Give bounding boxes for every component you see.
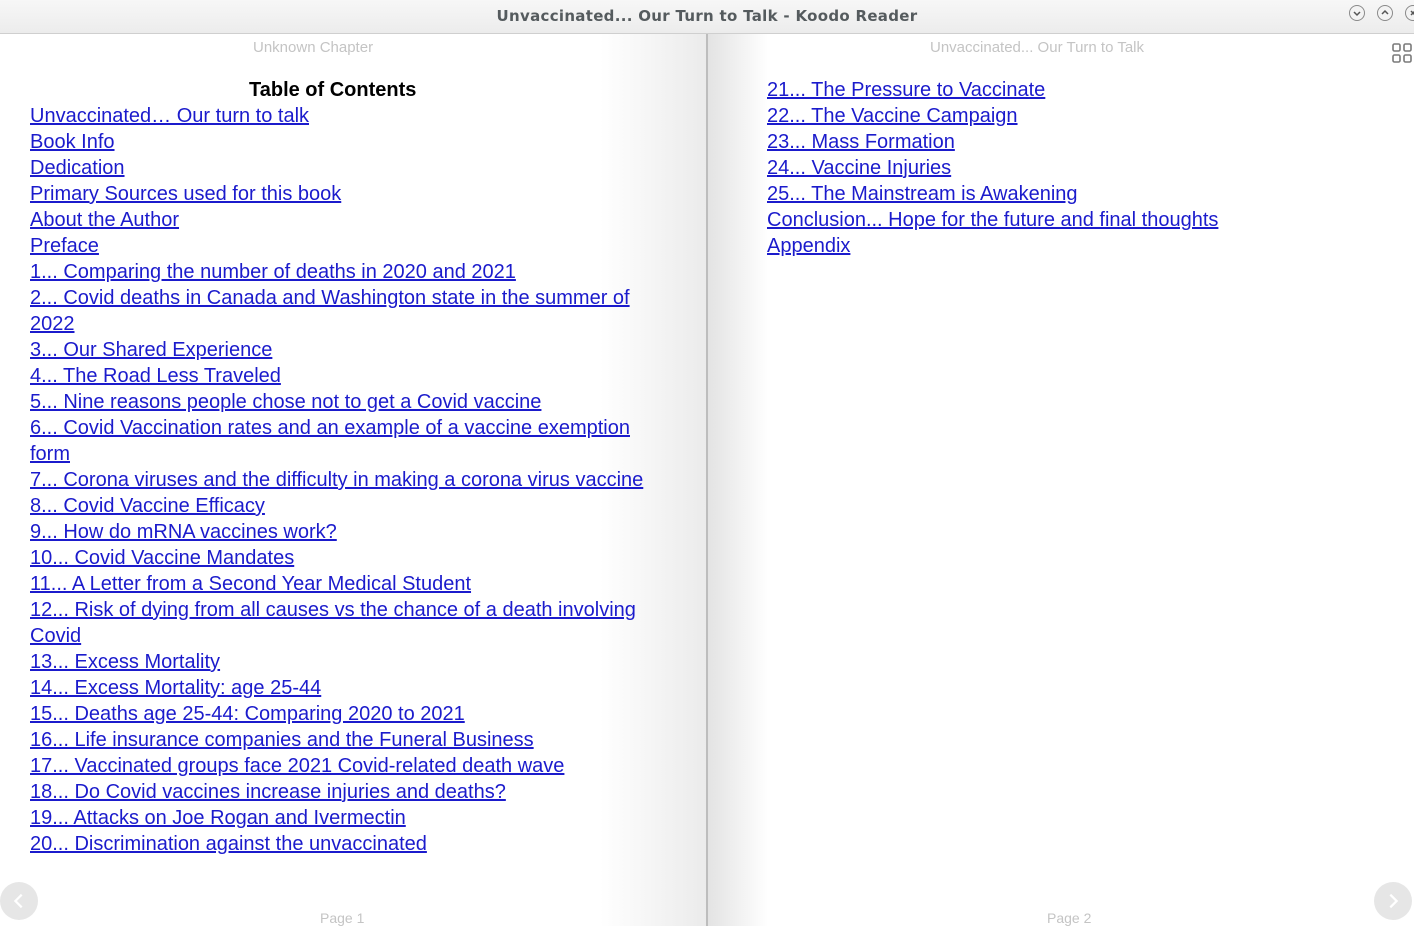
toc-link[interactable]: 23... Mass Formation	[767, 131, 955, 153]
toc-item	[30, 259, 650, 285]
toc-link[interactable]: 9... How do mRNA vaccines work?	[30, 521, 337, 543]
toc-link[interactable]: 3... Our Shared Experience	[30, 339, 273, 361]
running-head-left: Unknown Chapter	[253, 39, 374, 56]
toc-item	[767, 103, 1387, 129]
toc-item	[30, 285, 650, 337]
toc-link[interactable]: 10... Covid Vaccine Mandates	[30, 547, 295, 569]
toc-item	[30, 727, 650, 753]
right-page	[708, 34, 1414, 926]
toc-link[interactable]: 8... Covid Vaccine Efficacy	[30, 495, 265, 517]
toc-link[interactable]: 21... The Pressure to Vaccinate	[767, 79, 1046, 101]
running-head-right: Unvaccinated... Our Turn to Talk	[930, 39, 1144, 56]
toc-item	[30, 337, 650, 363]
page-number-left: Page 1	[320, 910, 365, 926]
next-page-button[interactable]	[1374, 882, 1412, 920]
window-title: Unvaccinated... Our Turn to Talk - Koodo Reader	[496, 7, 918, 25]
toc-link[interactable]: About the Author	[30, 209, 180, 231]
toc-item	[767, 129, 1387, 155]
toc-link[interactable]: 2... Covid deaths in Canada and Washington state in the summer of 2022	[30, 287, 630, 335]
prev-page-button[interactable]	[0, 882, 38, 920]
toc-link[interactable]: Unvaccinated… Our turn to talk	[30, 105, 310, 127]
toc-link[interactable]: 7... Corona viruses and the difficulty in making a corona virus vaccine	[30, 469, 644, 491]
toc-link[interactable]: 24... Vaccine Injuries	[767, 157, 952, 179]
chevron-left-icon	[10, 892, 28, 910]
toc-link[interactable]: 17... Vaccinated groups face 2021 Covid-related death wave	[30, 755, 565, 777]
toc-item	[30, 493, 650, 519]
toc-link[interactable]: 5... Nine reasons people chose not to get a Covid vaccine	[30, 391, 542, 413]
toc-heading: Table of Contents	[249, 79, 417, 101]
toc-link[interactable]: 1... Comparing the number of deaths in 2020 and 2021	[30, 261, 516, 283]
toc-link[interactable]: 12... Risk of dying from all causes vs the chance of a death involving Covid	[30, 599, 636, 647]
toc-item	[30, 181, 650, 207]
toc-item	[30, 675, 650, 701]
toc-item	[30, 103, 650, 129]
toc-item	[30, 363, 650, 389]
toc-link[interactable]: Dedication	[30, 157, 125, 179]
toc-item	[30, 701, 650, 727]
toc-link[interactable]: 14... Excess Mortality: age 25-44	[30, 677, 322, 699]
grid-icon[interactable]	[1392, 43, 1412, 63]
maximize-icon	[1380, 8, 1390, 18]
toc-link[interactable]: 11... A Letter from a Second Year Medical Student	[30, 573, 472, 595]
toc-item	[767, 77, 1387, 103]
toc-item	[30, 831, 650, 857]
toc-link[interactable]: 4... The Road Less Traveled	[30, 365, 281, 387]
toc-item	[30, 519, 650, 545]
toc-link[interactable]: 18... Do Covid vaccines increase injuries and deaths?	[30, 781, 506, 803]
chevron-right-icon	[1384, 892, 1402, 910]
toc-item	[30, 129, 650, 155]
toc-link[interactable]: Preface	[30, 235, 99, 257]
toc-item	[767, 155, 1387, 181]
toc-link[interactable]: 20... Discrimination against the unvaccinated	[30, 833, 427, 855]
toc-item	[30, 233, 650, 259]
toc-item	[30, 753, 650, 779]
close-button[interactable]	[1405, 5, 1414, 21]
toc-item	[30, 649, 650, 675]
toc-link[interactable]: 16... Life insurance companies and the Funeral Business	[30, 729, 534, 751]
toc-item	[30, 207, 650, 233]
toc-item	[30, 155, 650, 181]
toc-list-left	[30, 103, 650, 857]
toc-item	[767, 207, 1387, 233]
toc-item	[30, 779, 650, 805]
toc-link[interactable]: 19... Attacks on Joe Rogan and Ivermectin	[30, 807, 406, 829]
toc-item	[30, 597, 650, 649]
toc-item	[767, 181, 1387, 207]
minimize-button[interactable]	[1349, 5, 1365, 21]
title-bar	[0, 0, 1414, 34]
toc-item	[30, 571, 650, 597]
toc-link[interactable]: 15... Deaths age 25-44: Comparing 2020 to 2021	[30, 703, 465, 725]
left-page	[0, 34, 706, 926]
toc-item	[30, 415, 650, 467]
toc-link[interactable]: 13... Excess Mortality	[30, 651, 221, 673]
toc-item	[767, 233, 1387, 259]
toc-link[interactable]: Conclusion... Hope for the future and final thoughts	[767, 209, 1219, 231]
toc-link[interactable]: 22... The Vaccine Campaign	[767, 105, 1018, 127]
toc-item	[30, 545, 650, 571]
toc-link[interactable]: Primary Sources used for this book	[30, 183, 342, 205]
toc-item	[30, 467, 650, 493]
toc-link[interactable]: Book Info	[30, 131, 115, 153]
toc-item	[30, 805, 650, 831]
reader-area	[0, 34, 1414, 926]
toc-item	[30, 389, 650, 415]
toc-list-right	[767, 77, 1387, 259]
maximize-button[interactable]	[1377, 5, 1393, 21]
toc-link[interactable]: 25... The Mainstream is Awakening	[767, 183, 1078, 205]
close-icon	[1408, 8, 1414, 18]
toc-link[interactable]: 6... Covid Vaccination rates and an example of a vaccine exemption form	[30, 417, 630, 465]
toc-link[interactable]: Appendix	[767, 235, 851, 257]
page-number-right: Page 2	[1047, 910, 1092, 926]
minimize-icon	[1352, 8, 1362, 18]
